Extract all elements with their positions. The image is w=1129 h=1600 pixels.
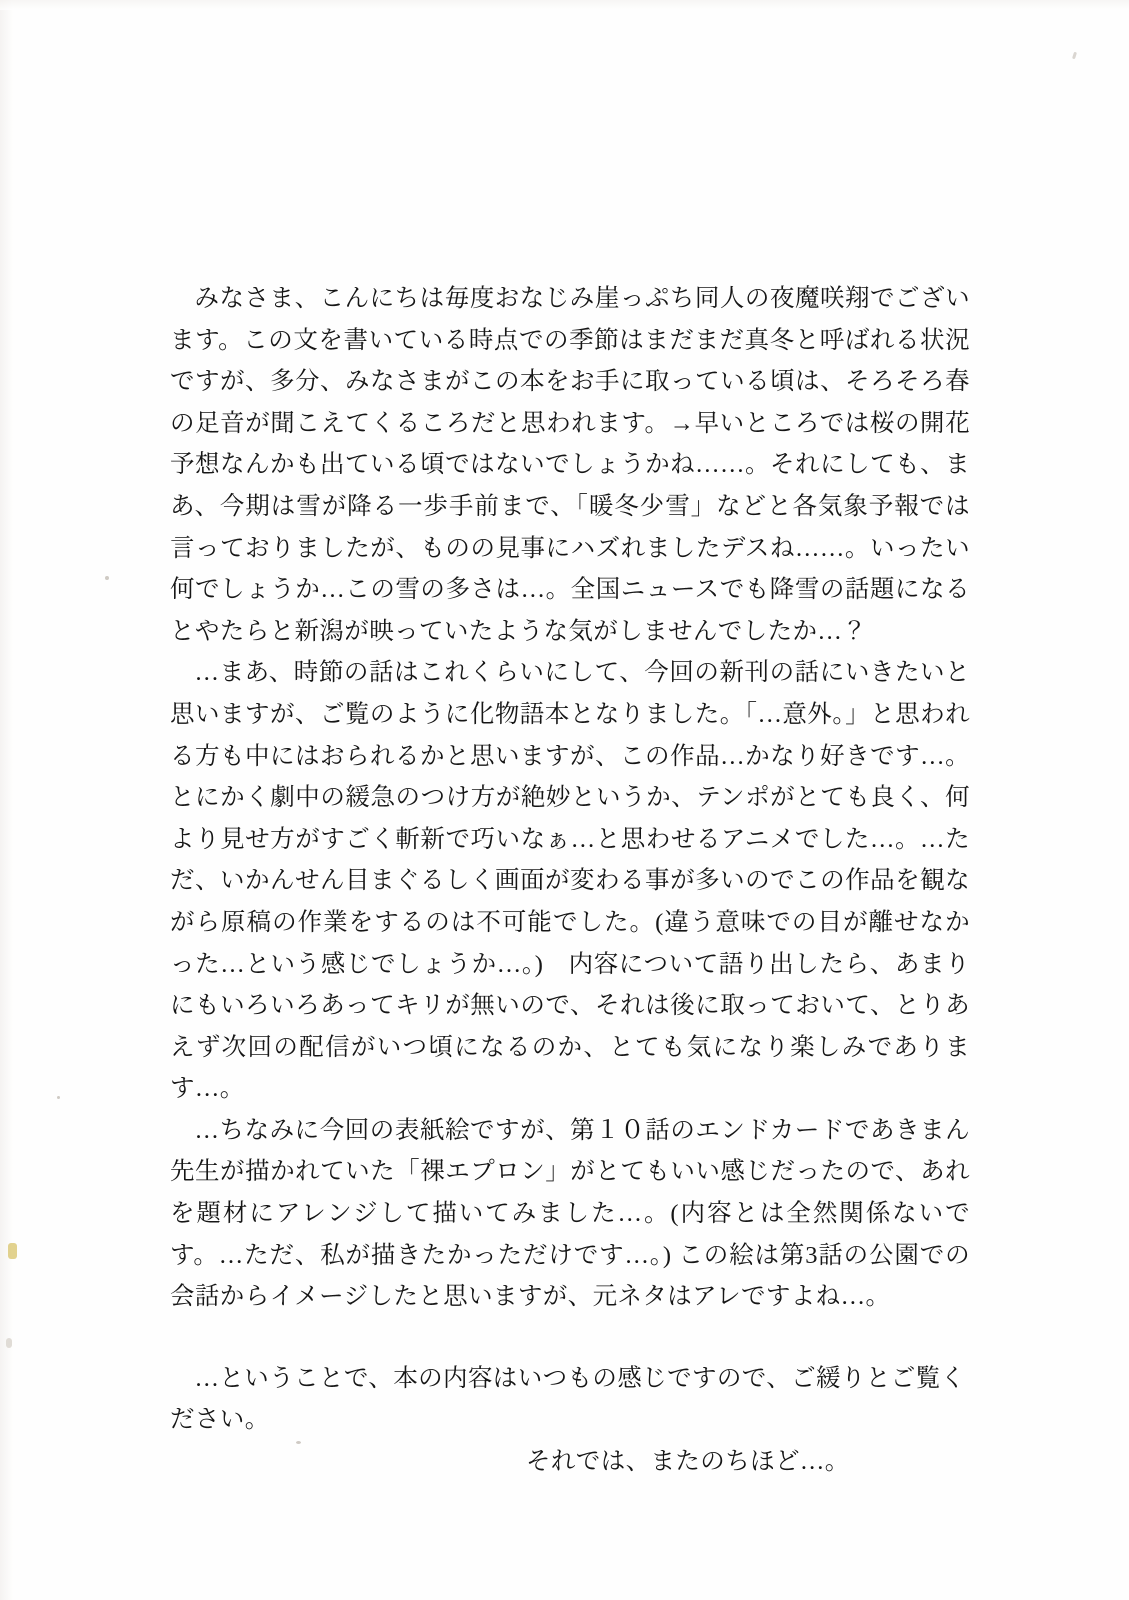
scan-speck: [1072, 52, 1077, 60]
closing-line-2: それでは、またのちほど…。: [526, 1448, 850, 1476]
closing-line-1: …ということで、本の内容はいつもの感じですので、ご緩りとご覧ください。: [170, 1364, 966, 1434]
paragraph-1: みなさま、こんにちは毎度おなじみ崖っぷち同人の夜魔咲翔でございます。この文を書いている時点での季節はまだまだ真冬と呼ばれる状況ですが、多分、みなさまがこの本をお手に取っている頃は、そろそろ春の足音が聞こえてくるころだと思われます。→早いところでは桜の開花予想なんかも出ている頃ではないでしょうかね……。それにしても、まあ、今期は雪が降る一歩手前まで、「暖冬少雪」などと各気象予報では言っておりましたが、ものの見事にハズれましたデスね……。いったい何でしょうか…この雪の多さは…。全国ニュースでも降雪の話題になるとやたらと新潟が映っていたような気がしませんでしたか…？: [170, 285, 970, 645]
afterword-text-block: [170, 278, 970, 1483]
closing-block: [170, 1358, 970, 1483]
paragraph-2: …まあ、時節の話はこれくらいにして、今回の新刊の話にいきたいと思いますが、ご覧のように化物語本となりました。「…意外。」と思われる方も中にはおられるかと思いますが、この作品…かなり好きです…。とにかく劇中の緩急のつけ方が絶妙というか、テンポがとても良く、何より見せ方がすごく斬新で巧いなぁ…と思わせるアニメでした…。…ただ、いかんせん目まぐるしく画面が変わる事が多いのでこの作品を観ながら原稿の作業をするのは不可能でした。(違う意味での目が離せなかった…という感じでしょうか…。) 内容について語り出したら、あまりにもいろいろあってキリが無いので、それは後に取っておいて、とりあえず次回の配信がいつ頃になるのか、とても気になり楽しみであります…。: [170, 659, 970, 1103]
scan-edge-top: [0, 0, 1129, 10]
scan-speck: [57, 1096, 60, 1099]
scan-speck: [8, 1243, 17, 1259]
scan-speck: [105, 576, 109, 580]
scan-edge-left: [0, 0, 14, 1600]
paragraph-3: …ちなみに今回の表紙絵ですが、第１０話のエンドカードであきまん先生が描かれていた「裸エプロン」がとてもいい感じだったので、あれを題材にアレンジして描いてみました…。(内容とは全然関係ないです。…ただ、私が描きたかっただけです…。) この絵は第3話の公園での会話からイメージしたと思いますが、元ネタはアレですよね…。: [170, 1116, 970, 1311]
scan-speck: [6, 1338, 12, 1348]
